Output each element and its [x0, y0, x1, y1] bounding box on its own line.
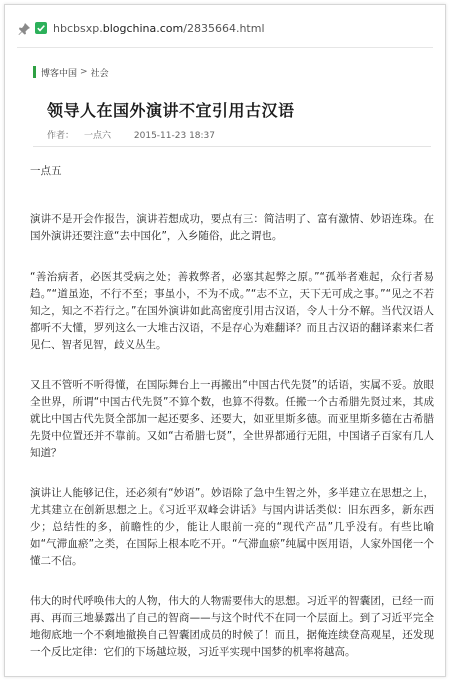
- pin-icon: [17, 21, 31, 35]
- url-path: /2835664.html: [183, 21, 265, 35]
- paragraph: 演讲让人能够记住，还必须有“妙语”。妙语除了急中生智之外，多半建立在思想之上，尤其建立在创新思想之上。《习近平双峰会讲话》与国内讲话类似：旧东西多，新东西少；总结性的多，前瞻性的少，能让人眼前一亮的“现代产品”几乎没有。有些比喻如“气滞血瘀”之类，在国际上根本吃不开。“气滞血瘀”纯属中医用语，人家外国佬一个懂二不信。: [30, 487, 434, 567]
- author-name[interactable]: 一点六: [84, 131, 112, 141]
- author-label: 作者： 一点六: [47, 131, 112, 141]
- breadcrumb-section-link[interactable]: 社会: [90, 68, 109, 79]
- address-divider: [17, 47, 433, 48]
- url-text[interactable]: [53, 22, 265, 35]
- article-meta: [47, 128, 225, 141]
- article-byline: 一点五: [30, 165, 62, 177]
- secure-lock-icon: [35, 22, 47, 34]
- page-frame: [4, 4, 446, 677]
- paragraph: 演讲不是开会作报告，演讲若想成功，要点有三：简洁明了、富有激情、妙语连珠。在国外演讲还要注意“去中国化”，入乡随俗，此之谓也。: [30, 213, 434, 242]
- paragraph: 又且不管听不听得懂，在国际舞台上一再搬出“中国古代先贤”的话语，实属不妥。放眼全世界，所谓“中国古代先贤”不算个数，也算不得数。任搬一个古希腊先贤过来，其成就比中国古代先贤全部加一起还要多、还要大，如亚里斯多德。而亚里斯多德在古希腊先贤中位置还并不靠前。又如“古希腊七贤”，全世界都通行无阻，中国诸子百家有几人知道？: [30, 379, 434, 459]
- address-bar[interactable]: [17, 15, 433, 41]
- url-prefix: hbcbsxp.: [53, 21, 103, 35]
- paragraph: “善治病者，必医其受病之处；善救弊者，必塞其起弊之原。”“孤举者难起，众行者易趋。”“道虽迩，不行不至；事虽小，不为不成。”“志不立，天下无可成之事。”“见之不若知之，知之不若行之。”在国外演讲如此高密度引用古汉语，令人十分不解。当代汉语人都听不大懂，罗列这么一大堆古汉语，不是存心为难翻译？而且古汉语的翻译素来仁者见仁、智者见智，歧义丛生。: [30, 271, 434, 351]
- article-title: 领导人在国外演讲不宜引用古汉语: [47, 101, 295, 120]
- paragraph: 伟大的时代呼唤伟大的人物，伟大的人物需要伟大的思想。习近平的智囊团，已经一而再、再而三地暴露出了自己的智商——与这个时代不在同一个层面上。到了习近平完全地彻底地一个不剩地撤换自己智囊团成员的时候了！而且，据俺连续登高观星，还发现一个反比定律：它们的下场越垃圾，习近平实现中国梦的机率将越高。: [30, 595, 434, 658]
- breadcrumb-separator: >: [80, 67, 88, 77]
- breadcrumb-accent-bar: [33, 66, 36, 78]
- url-domain: blogchina.com: [102, 21, 184, 35]
- breadcrumb: [33, 65, 109, 79]
- breadcrumb-site-link[interactable]: 博客中国: [41, 68, 78, 79]
- title-divider: [33, 146, 431, 147]
- publish-datetime: 2015-11-23 18:37: [133, 131, 216, 141]
